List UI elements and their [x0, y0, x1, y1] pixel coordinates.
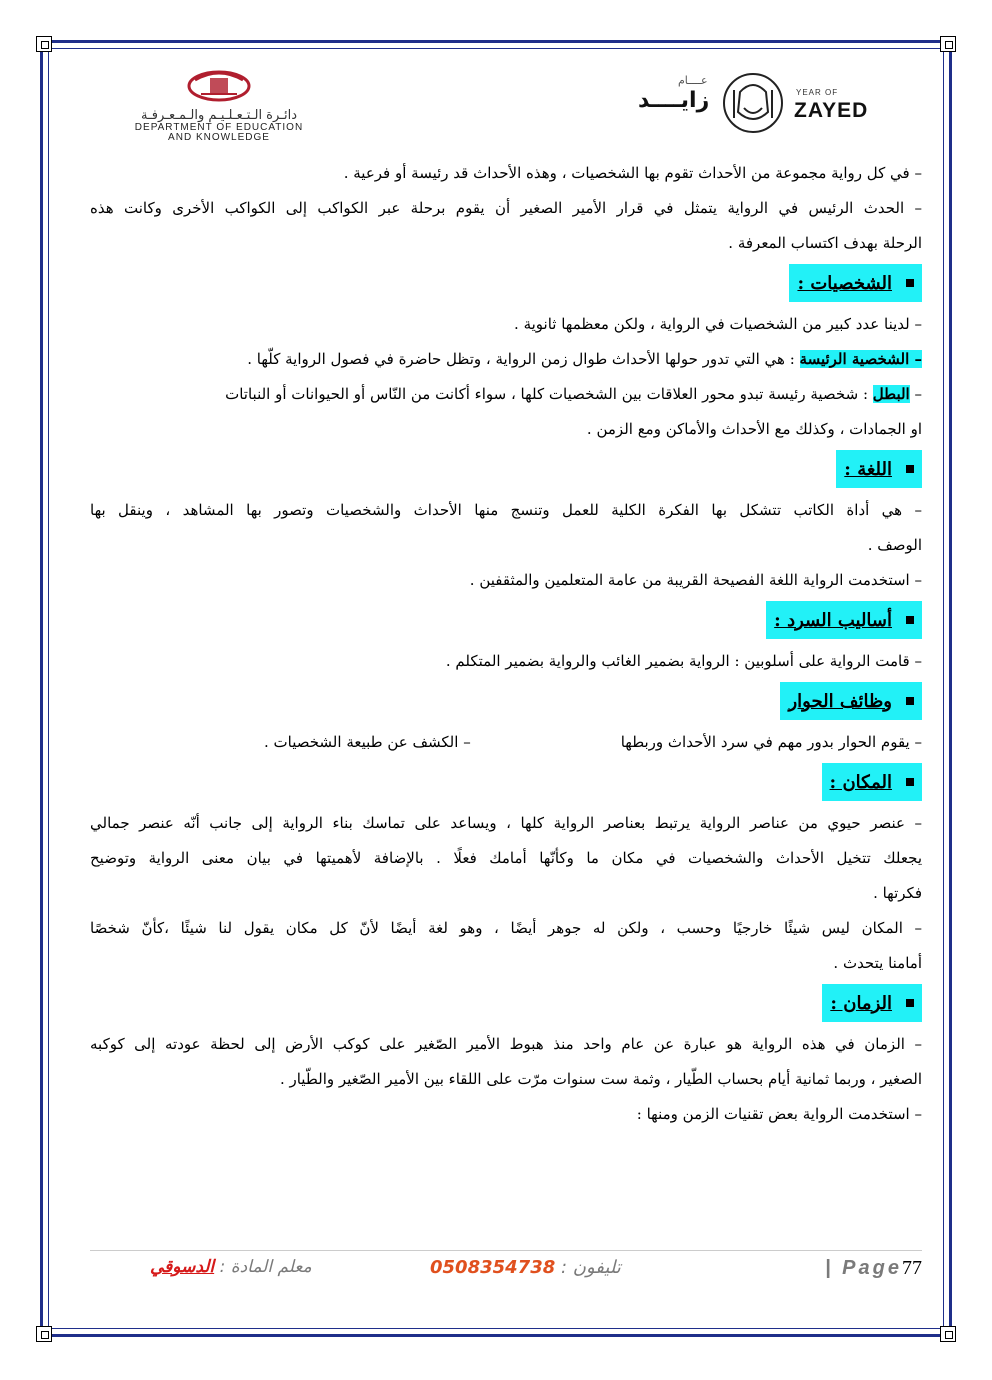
corner-ornament — [36, 1326, 52, 1342]
intro-line-3: الرحلة بهدف اكتساب المعرفة . — [728, 234, 922, 252]
bullet-icon — [906, 279, 914, 287]
bullet-icon — [906, 465, 914, 473]
bullet-icon — [906, 999, 914, 1007]
language-line-1: – هي أداة الكاتب تتشكل بها الفكرة الكلية للعمل وتنسج منها الأحداث والشخصيات وتصور بها المشاهد ، وينقل بها — [90, 501, 922, 519]
hero-label: البطل — [872, 385, 910, 403]
bullet-icon — [906, 616, 914, 624]
corner-ornament — [36, 36, 52, 52]
year-of-label: YEAR OF — [796, 88, 839, 97]
department-logo — [84, 68, 354, 143]
heading-text: وظائف الحوار — [788, 690, 892, 712]
corner-ornament — [940, 1326, 956, 1342]
hero-line: – البطل : شخصية رئيسة تبدو محور العلاقات بين الشخصيات كلها ، سواء أكانت من النّاس أو الحيوانات أو النباتات — [225, 385, 922, 403]
page-footer — [90, 1250, 922, 1291]
section-heading-time — [90, 983, 922, 1023]
page-label: | Page — [825, 1257, 902, 1279]
bullet-icon — [906, 778, 914, 786]
page-number — [825, 1257, 922, 1280]
narration-line-1: – قامت الرواية على أسلوبين : الرواية بضمير الغائب والرواية بضمير المتكلم . — [445, 652, 922, 670]
place-line-5: أمامنا يتحدث . — [833, 954, 922, 972]
heading-text: الزمان : — [830, 992, 892, 1014]
zayed-ar: زايــــد — [638, 88, 710, 113]
time-line-3: – استخدمت الرواية بعض تقنيات الزمن ومنها : — [636, 1105, 922, 1123]
heading-text: الشخصيات : — [797, 272, 892, 294]
language-line-3: – استخدمت الرواية اللغة الفصيحة القريبة من عامة المتعلمين والمثقفين . — [469, 571, 922, 589]
section-heading-narration — [90, 600, 922, 640]
phone-label: تليفون : — [560, 1257, 621, 1278]
dialogue-line — [90, 725, 922, 760]
dialogue-col-1: – يقوم الحوار بدور مهم في سرد الأحداث وربطها — [620, 733, 922, 751]
teacher-name: الدسوقي — [150, 1257, 215, 1277]
intro-line-1: – في كل رواية مجموعة من الأحداث تقوم بها الشخصيات ، وهذه الأحداث قد رئيسة أو فرعية . — [343, 164, 922, 182]
year-of-zayed-logo — [628, 66, 898, 136]
place-line-1: – عنصر حيوي من عناصر الرواية يرتبط بعناصر الرواية كلها ، ويساعد على تماسك بناء الرواية إلى جانب أنّه عنصر جمالي — [90, 814, 922, 832]
zayed-en: ZAYED — [794, 99, 869, 122]
heading-text: أساليب السرد : — [774, 609, 892, 631]
language-line-2: الوصف . — [867, 536, 922, 554]
phone-number: 0508354738 — [430, 1257, 556, 1278]
place-line-4: – المكان ليس شيئًا خارجيًا وحسب ، ولكن له جوهر أيضًا ، وهو لغة أيضًا لأنّ كل مكان يقول لنا شيئًا ،كأنّ شخصًا — [90, 919, 922, 937]
section-heading-place — [90, 762, 922, 802]
hero-text: : شخصية رئيسة تبدو محور العلاقات بين الشخصيات كلها ، سواء أكانت من النّاس أو الحيوانات أو النباتات — [225, 385, 873, 403]
main-character-text: : هي التي تدور حولها الأحداث طوال زمن الرواية ، وتظل حاضرة في فصول الرواية كلّها . — [247, 350, 800, 368]
page-number-value: 77 — [902, 1257, 922, 1279]
main-character-line — [90, 342, 922, 377]
place-line-2: يجعلك تتخيل الأحداث والشخصيات في مكان ما وكأنّها أمامك فعلًا . بالإضافة لأهميتها في بيان معنى الرواية وتوضيح — [90, 849, 922, 867]
dialogue-col-2: – الكشف عن طبيعة الشخصيات . — [263, 733, 471, 751]
heading-text: المكان : — [829, 771, 892, 793]
department-name-en-2: AND KNOWLEDGE — [168, 132, 270, 143]
intro-line-2: – الحدث الرئيس في الرواية يتمثل في قرار الأمير الصغير أن يقوم برحلة عبر الكواكب إلى الكواكب الأخرى وكانت هذه — [90, 199, 922, 217]
department-name-ar: دائـرة الـتـعـلـيـم والـمـعـرفـة — [141, 108, 297, 123]
characters-line-1: – لدينا عدد كبير من الشخصيات في الرواية ، ولكن معظمها ثانوية . — [514, 315, 922, 333]
page-header — [70, 60, 922, 150]
section-heading-language — [90, 449, 922, 489]
heading-text: اللغة : — [844, 458, 892, 480]
zayed-ar-small: عــــام — [678, 74, 708, 87]
place-line-3: فكرتها . — [873, 884, 922, 902]
bullet-icon — [906, 697, 914, 705]
time-line-1: – الزمان في هذه الرواية هو عبارة عن عام واحد منذ هبوط الأمير الصّغير على كوكب الأرض إلى لحظة عودته إلى كوكبه — [90, 1035, 922, 1053]
document-body — [90, 156, 922, 1132]
section-heading-characters — [90, 263, 922, 303]
time-line-2: الصغير ، وربما ثمانية أيام بحساب الطّيار ، وثمة ست سنوات مرّت على اللقاء بين الأمير الصّغير والطّيار . — [279, 1070, 922, 1088]
department-name-en: DEPARTMENT OF EDUCATION — [134, 122, 304, 133]
document-page — [70, 60, 922, 1320]
teacher-credit — [150, 1257, 312, 1277]
emblem-icon — [179, 68, 259, 102]
phone-credit — [430, 1257, 621, 1278]
teacher-label: معلم المادة : — [219, 1257, 312, 1277]
corner-ornament — [940, 36, 956, 52]
hero-line-cont: او الجمادات ، وكذلك مع الأحداث والأماكن ومع الزمن . — [586, 420, 922, 438]
main-character-label: – الشخصية الرئيسة — [799, 350, 922, 368]
zayed-portrait-icon — [722, 72, 784, 134]
section-heading-dialogue — [90, 681, 922, 721]
